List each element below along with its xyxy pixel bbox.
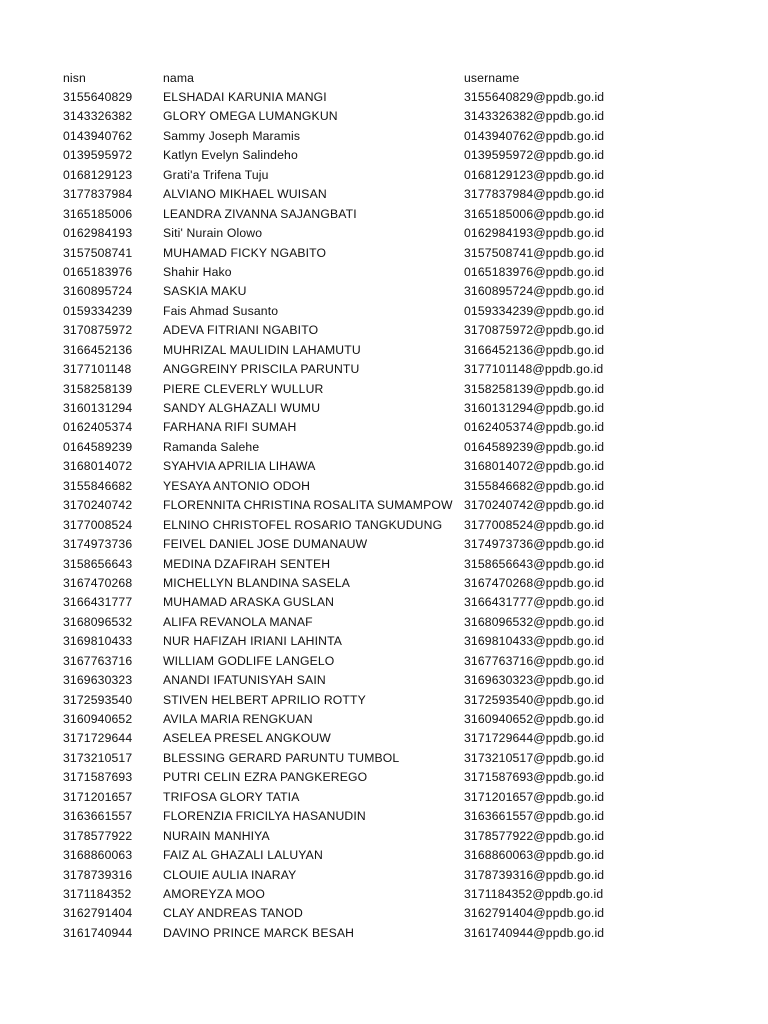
table-row: [63, 88, 683, 107]
cell-nisn: 3166431777: [63, 595, 133, 610]
cell-nisn: 3177101148: [63, 362, 132, 377]
cell-username: 3174973736@ppdb.go.id: [464, 537, 605, 552]
table-row: [63, 516, 683, 535]
table-row: [63, 282, 683, 301]
cell-nama: ALIFA REVANOLA MANAF: [163, 614, 313, 629]
table-row: [63, 477, 683, 496]
table-row: [63, 652, 683, 671]
cell-nama: SYAHVIA APRILIA LIHAWA: [163, 459, 316, 474]
cell-username: 3171184352@ppdb.go.id: [464, 886, 604, 901]
cell-nisn: 3163661557: [63, 809, 133, 824]
table-row: [63, 827, 683, 846]
cell-username: 3168096532@ppdb.go.id: [464, 614, 605, 629]
cell-nisn: 3161740944: [63, 925, 133, 940]
cell-nama: AVILA MARIA RENGKUAN: [163, 712, 313, 726]
table-row: [63, 263, 683, 282]
cell-nisn: 3171184352: [63, 886, 132, 901]
cell-nisn: 0165183976: [63, 264, 133, 279]
table-row: [63, 749, 683, 768]
cell-nisn: 3160895724: [63, 284, 133, 299]
table-row: [63, 555, 683, 574]
table-row: [63, 535, 683, 554]
cell-username: 3170240742@ppdb.go.id: [464, 498, 605, 513]
cell-nama: TRIFOSA GLORY TATIA: [163, 789, 300, 804]
cell-nama: FAIZ AL GHAZALI LALUYAN: [163, 848, 323, 863]
cell-nisn: 3160131294: [63, 401, 133, 415]
cell-username: 3170875972@ppdb.go.id: [464, 323, 605, 338]
cell-nama: Fais Ahmad Susanto: [163, 303, 279, 318]
table-row: [63, 885, 683, 904]
cell-username: 3157508741@ppdb.go.id: [464, 245, 605, 260]
table-row: [63, 691, 683, 710]
table-row: [63, 166, 683, 185]
cell-username: 3173210517@ppdb.go.id: [464, 750, 605, 765]
table-row: [63, 127, 683, 146]
table-row: [63, 380, 683, 399]
table-row: [63, 457, 683, 476]
cell-username: 3165185006@ppdb.go.id: [464, 206, 605, 221]
cell-nama: STIVEN HELBERT APRILIO ROTTY: [163, 692, 366, 707]
cell-nisn: 3177837984: [63, 187, 133, 202]
cell-nama: CLOUIE AULIA INARAY: [163, 867, 297, 882]
cell-nisn: 0143940762: [63, 128, 133, 143]
table-row: [63, 632, 683, 651]
cell-nisn: 3166452136: [63, 342, 133, 357]
cell-nisn: 3168096532: [63, 614, 133, 629]
cell-nama: BLESSING GERARD PARUNTU TUMBOL: [163, 750, 400, 765]
cell-username: 3143326382@ppdb.go.id: [464, 109, 605, 124]
cell-nisn: 3167470268: [63, 575, 133, 590]
cell-username: 3177008524@ppdb.go.id: [464, 517, 605, 532]
table-row: [63, 360, 683, 379]
cell-username: 0164589239@ppdb.go.id: [464, 439, 605, 454]
cell-nama: YESAYA ANTONIO ODOH: [163, 478, 311, 493]
cell-nisn: 3177008524: [63, 517, 133, 532]
cell-username: 3166452136@ppdb.go.id: [464, 342, 605, 357]
cell-nama: Ramanda Salehe: [163, 439, 260, 454]
table-row: [63, 244, 683, 263]
cell-nama: MEDINA DZAFIRAH SENTEH: [163, 556, 331, 571]
table-header-row: [63, 68, 683, 88]
table-row: [63, 593, 683, 612]
cell-username: 3177837984@ppdb.go.id: [464, 187, 605, 202]
cell-nisn: 3160940652: [63, 712, 133, 726]
table-row: [63, 399, 683, 418]
cell-nisn: 0159334239: [63, 303, 133, 318]
cell-nama: ANGGREINY PRISCILA PARUNTU: [163, 362, 360, 377]
column-header-nisn: nisn: [63, 71, 86, 85]
cell-username: 3163661557@ppdb.go.id: [464, 809, 605, 824]
table-row: [63, 224, 683, 243]
table-row: [63, 807, 683, 826]
cell-username: 3178739316@ppdb.go.id: [464, 867, 605, 882]
cell-nisn: 3162791404: [63, 906, 133, 921]
cell-nama: GLORY OMEGA LUMANGKUN: [163, 109, 338, 124]
cell-nisn: 3170240742: [63, 498, 133, 513]
table-row: [63, 321, 683, 340]
table-row: [63, 924, 683, 943]
cell-nisn: 3171729644: [63, 731, 133, 746]
cell-username: 3169630323@ppdb.go.id: [464, 673, 605, 688]
cell-nisn: 3178739316: [63, 867, 133, 882]
cell-username: 3178577922@ppdb.go.id: [464, 828, 605, 843]
cell-nisn: 3171587693: [63, 770, 133, 785]
table-row: [63, 185, 683, 204]
table-row: [63, 438, 683, 457]
cell-nama: FEIVEL DANIEL JOSE DUMANAUW: [163, 537, 368, 552]
table-row: [63, 146, 683, 165]
cell-nisn: 3143326382: [63, 109, 133, 124]
cell-nama: MUHAMAD ARASKA GUSLAN: [163, 595, 335, 610]
cell-nama: MUHRIZAL MAULIDIN LAHAMUTU: [163, 342, 361, 357]
table-row: [63, 710, 683, 729]
cell-username: 3155640829@ppdb.go.id: [464, 90, 605, 104]
cell-username: 0162984193@ppdb.go.id: [464, 226, 605, 241]
cell-nama: FARHANA RIFI SUMAH: [163, 420, 297, 435]
cell-nisn: 0139595972: [63, 148, 133, 163]
cell-username: 3167763716@ppdb.go.id: [464, 653, 605, 668]
cell-nama: Grati'a Trifena Tuju: [163, 167, 269, 182]
cell-nisn: 3170875972: [63, 323, 133, 338]
cell-nama: NUR HAFIZAH IRIANI LAHINTA: [163, 634, 343, 649]
cell-username: 3177101148@ppdb.go.id: [464, 362, 604, 377]
cell-nisn: 3155846682: [63, 478, 133, 493]
cell-username: 0168129123@ppdb.go.id: [464, 167, 605, 182]
cell-nama: SANDY ALGHAZALI WUMU: [163, 401, 321, 415]
cell-username: 3172593540@ppdb.go.id: [464, 692, 605, 707]
cell-nama: CLAY ANDREAS TANOD: [163, 906, 303, 921]
cell-nama: MICHELLYN BLANDINA SASELA: [163, 575, 351, 590]
column-header-nama: nama: [163, 71, 195, 85]
cell-nama: ELNINO CHRISTOFEL ROSARIO TANGKUDUNG: [163, 517, 443, 532]
cell-nama: SASKIA MAKU: [163, 284, 247, 299]
table-row: [63, 341, 683, 360]
cell-nama: LEANDRA ZIVANNA SAJANGBATI: [163, 206, 357, 221]
cell-username: 3166431777@ppdb.go.id: [464, 595, 605, 610]
cell-nama: ANANDI IFATUNISYAH SAIN: [163, 673, 326, 688]
cell-username: 3171587693@ppdb.go.id: [464, 770, 605, 785]
cell-nama: WILLIAM GODLIFE LANGELO: [163, 653, 335, 668]
cell-nisn: 3167763716: [63, 653, 133, 668]
cell-nama: ASELEA PRESEL ANGKOUW: [163, 731, 331, 746]
table-row: [63, 846, 683, 865]
cell-nama: MUHAMAD FICKY NGABITO: [163, 245, 327, 260]
cell-username: 0165183976@ppdb.go.id: [464, 264, 605, 279]
cell-nisn: 3169810433: [63, 634, 133, 649]
cell-username: 3162791404@ppdb.go.id: [464, 906, 605, 921]
cell-nisn: 0162984193: [63, 226, 133, 241]
cell-nisn: 3158656643: [63, 556, 133, 571]
cell-username: 0159334239@ppdb.go.id: [464, 303, 605, 318]
cell-nama: Sammy Joseph Maramis: [163, 128, 301, 143]
cell-nisn: 3171201657: [63, 789, 133, 804]
table-row: [63, 768, 683, 787]
table-row: [63, 574, 683, 593]
cell-nama: FLORENNITA CHRISTINA ROSALITA SUMAMPOW: [163, 498, 453, 513]
cell-username: 3155846682@ppdb.go.id: [464, 478, 605, 493]
cell-nisn: 3168860063: [63, 848, 133, 863]
cell-nisn: 0162405374: [63, 420, 133, 435]
table-row: [63, 729, 683, 748]
cell-username: 3161740944@ppdb.go.id: [464, 925, 605, 940]
cell-nama: PUTRI CELIN EZRA PANGKEREGO: [163, 770, 368, 785]
cell-nisn: 3172593540: [63, 692, 133, 707]
cell-nisn: 3165185006: [63, 206, 133, 221]
cell-username: 0139595972@ppdb.go.id: [464, 148, 605, 163]
cell-nama: Siti' Nurain Olowo: [163, 226, 263, 241]
cell-nama: PIERE CLEVERLY WULLUR: [163, 381, 324, 396]
cell-nisn: 3174973736: [63, 537, 133, 552]
cell-username: 3158258139@ppdb.go.id: [464, 381, 605, 396]
table-row: [63, 671, 683, 690]
cell-nisn: 3158258139: [63, 381, 133, 396]
cell-username: 3169810433@ppdb.go.id: [464, 634, 605, 649]
table-row: [63, 866, 683, 885]
cell-username: 3160895724@ppdb.go.id: [464, 284, 605, 299]
cell-username: 0162405374@ppdb.go.id: [464, 420, 605, 435]
cell-username: 3167470268@ppdb.go.id: [464, 575, 605, 590]
table-row: [63, 904, 683, 923]
cell-username: 3168014072@ppdb.go.id: [464, 459, 605, 474]
cell-nisn: 0164589239: [63, 439, 133, 454]
cell-username: 3171729644@ppdb.go.id: [464, 731, 605, 746]
cell-nisn: 3178577922: [63, 828, 133, 843]
table-body: [63, 88, 683, 943]
cell-nisn: 3168014072: [63, 459, 133, 474]
table-row: [63, 496, 683, 515]
table-row: [63, 302, 683, 321]
cell-username: 0143940762@ppdb.go.id: [464, 128, 605, 143]
cell-nama: Shahir Hako: [163, 264, 232, 279]
cell-username: 3160131294@ppdb.go.id: [464, 401, 605, 415]
cell-username: 3171201657@ppdb.go.id: [464, 789, 605, 804]
cell-nisn: 3157508741: [63, 245, 133, 260]
cell-nama: ELSHADAI KARUNIA MANGI: [163, 90, 327, 104]
cell-nama: FLORENZIA FRICILYA HASANUDIN: [163, 809, 366, 824]
student-account-table: [63, 68, 683, 943]
cell-nisn: 3173210517: [63, 750, 133, 765]
cell-nama: ALVIANO MIKHAEL WUISAN: [163, 187, 327, 202]
cell-username: 3158656643@ppdb.go.id: [464, 556, 605, 571]
cell-nama: ADEVA FITRIANI NGABITO: [163, 323, 319, 338]
cell-nisn: 3155640829: [63, 90, 133, 104]
cell-nama: Katlyn Evelyn Salindeho: [163, 148, 298, 163]
table-row: [63, 613, 683, 632]
table-row: [63, 205, 683, 224]
table-row: [63, 788, 683, 807]
cell-nisn: 3169630323: [63, 673, 133, 688]
table-row: [63, 418, 683, 437]
cell-nama: AMOREYZA MOO: [163, 886, 266, 901]
cell-nisn: 0168129123: [63, 167, 133, 182]
cell-username: 3168860063@ppdb.go.id: [464, 848, 605, 863]
cell-nama: DAVINO PRINCE MARCK BESAH: [163, 925, 355, 940]
cell-nama: NURAIN MANHIYA: [163, 828, 270, 843]
table-row: [63, 107, 683, 126]
cell-username: 3160940652@ppdb.go.id: [464, 712, 605, 726]
column-header-username: username: [464, 71, 520, 85]
